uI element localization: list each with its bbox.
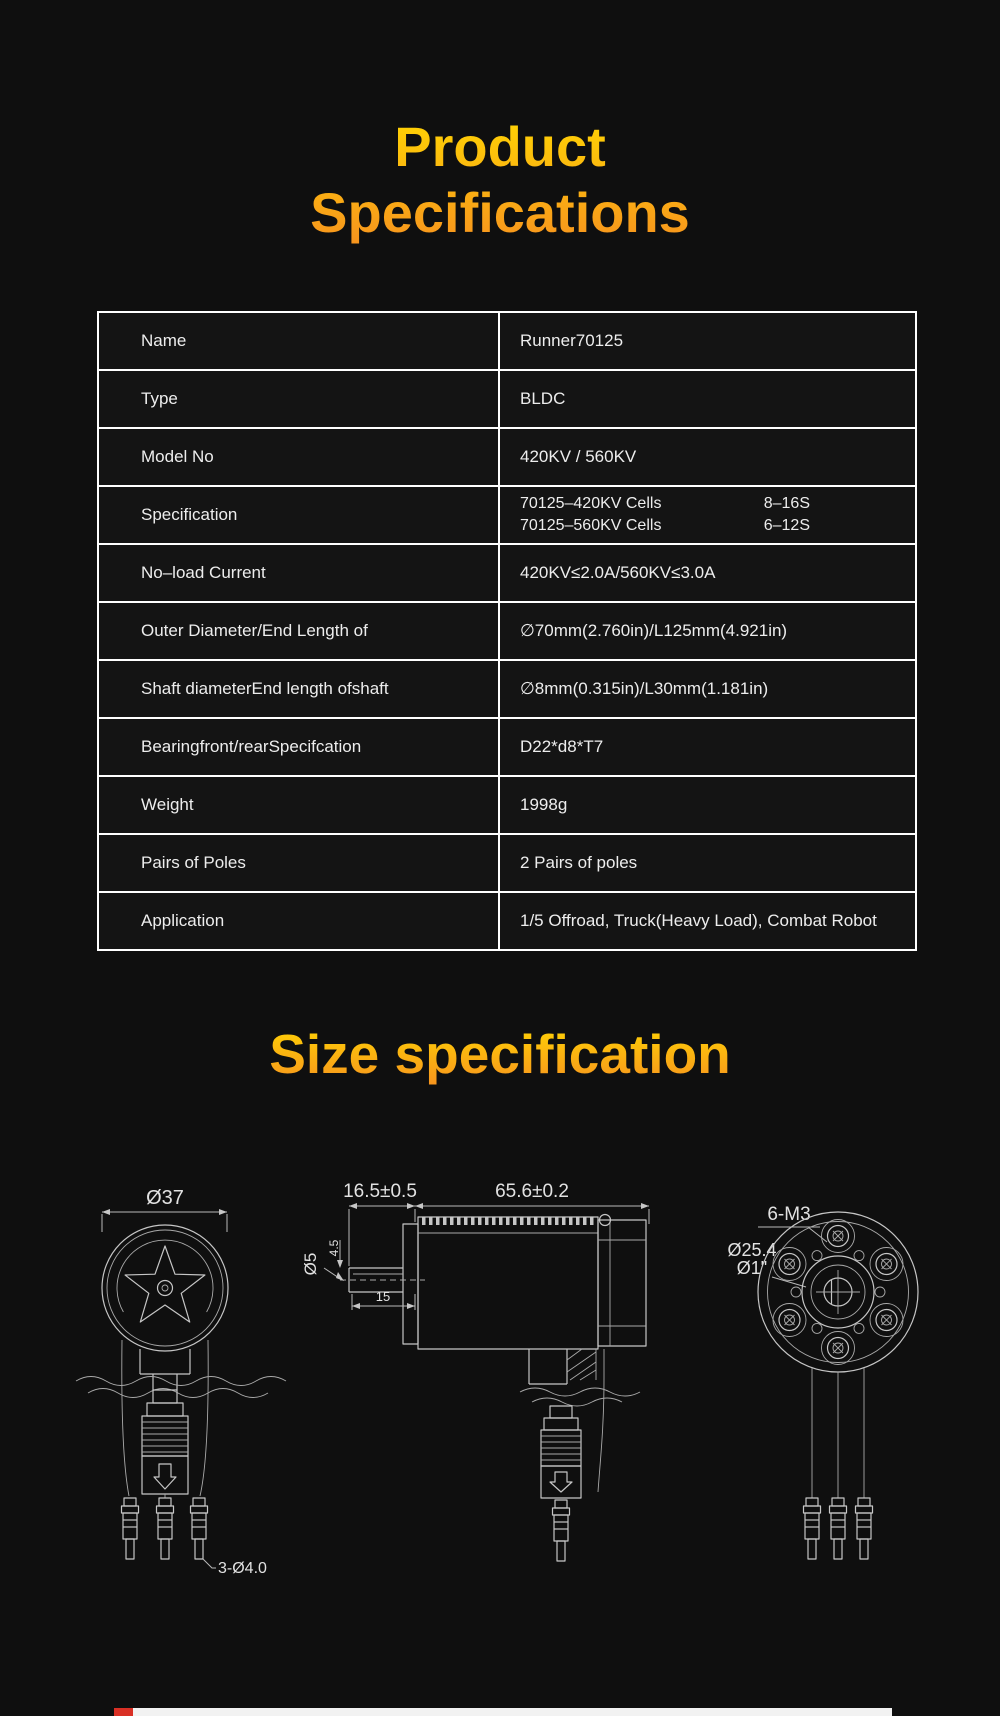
shaft-length-label: 16.5±0.5 (343, 1181, 417, 1202)
spec-line2-cells: 70125–560KV Cells (520, 517, 662, 534)
spec-value: Runner70125 (520, 331, 624, 350)
spec-value (500, 487, 915, 543)
table-row-pairs-of-poles (99, 835, 915, 893)
product-title-line2: Specifications (310, 181, 690, 244)
body-length-label: 65.6±0.2 (495, 1181, 569, 1202)
spec-line2-range: 6–12S (763, 517, 810, 534)
table-row-type (99, 371, 915, 429)
specification-value-lines (520, 494, 810, 536)
rear-view-drawing (727, 1204, 918, 1559)
spec-line1-cells: 70125–420KV Cells (520, 495, 662, 512)
table-row-application (99, 893, 915, 949)
spec-value: D22*d8*T7 (520, 737, 604, 756)
spec-label: Name (99, 313, 500, 369)
spec-value: ∅8mm(0.315in)/L30mm(1.181in) (520, 679, 769, 698)
spec-label: No–load Current (99, 545, 500, 601)
spec-label: Shaft diameterEnd length ofshaft (99, 661, 500, 717)
spec-label: Weight (99, 777, 500, 833)
table-row-specification (99, 487, 915, 545)
spec-label: Pairs of Poles (99, 835, 500, 891)
table-row-no-load-current (99, 545, 915, 603)
product-title-line1: Product (394, 115, 606, 178)
spec-label: Model No (99, 429, 500, 485)
table-row-model-no (99, 429, 915, 487)
spec-line1-range: 8–16S (763, 495, 810, 512)
specification-line-1 (520, 494, 810, 514)
shaft-diameter-label: Ø5 (301, 1252, 320, 1276)
bottom-red-accent (114, 1708, 133, 1716)
spec-label: Type (99, 371, 500, 427)
down-arrow-icon (154, 1464, 176, 1489)
table-row-shaft-diameter (99, 661, 915, 719)
spec-label: Application (99, 893, 500, 949)
bottom-white-strip (133, 1708, 892, 1716)
table-row-name (99, 313, 915, 371)
spec-value: 2 Pairs of poles (520, 853, 638, 872)
spec-label: Bearingfront/rearSpecifcation (99, 719, 500, 775)
spec-value: ∅70mm(2.760in)/L125mm(4.921in) (520, 621, 788, 640)
spec-label: Specification (99, 487, 500, 543)
front-view-drawing (76, 1187, 286, 1577)
table-row-weight (99, 777, 915, 835)
spec-value: 420KV≤2.0A/560KV≤3.0A (520, 563, 716, 582)
table-row-outer-diameter (99, 603, 915, 661)
flat-length-label: 15 (375, 1289, 391, 1304)
spec-label: Outer Diameter/End Length of (99, 603, 500, 659)
size-specification-title: Size specification (0, 1022, 1000, 1086)
table-row-bearing (99, 719, 915, 777)
bolt-pattern-label: 6-M3 (767, 1204, 811, 1225)
spec-value: 1998g (520, 795, 568, 814)
product-specifications-title (0, 114, 1000, 246)
spec-value: BLDC (520, 389, 566, 408)
specification-table (97, 311, 917, 951)
front-wire-label: 3-Ø4.0 (218, 1560, 267, 1577)
size-drawings (0, 1140, 1000, 1620)
specification-line-2 (520, 516, 810, 536)
front-diameter-label: Ø37 (146, 1187, 184, 1209)
rear-diameter-inch-label: Ø1" (736, 1258, 768, 1278)
rear-diameter-mm-label: Ø25.4 (727, 1240, 777, 1260)
down-arrow-icon (550, 1472, 572, 1492)
side-view-drawing (301, 1181, 649, 1561)
flat-depth-label: 4.5 (327, 1239, 341, 1257)
spec-value: 1/5 Offroad, Truck(Heavy Load), Combat Robot (520, 911, 877, 930)
spec-value: 420KV / 560KV (520, 447, 637, 466)
